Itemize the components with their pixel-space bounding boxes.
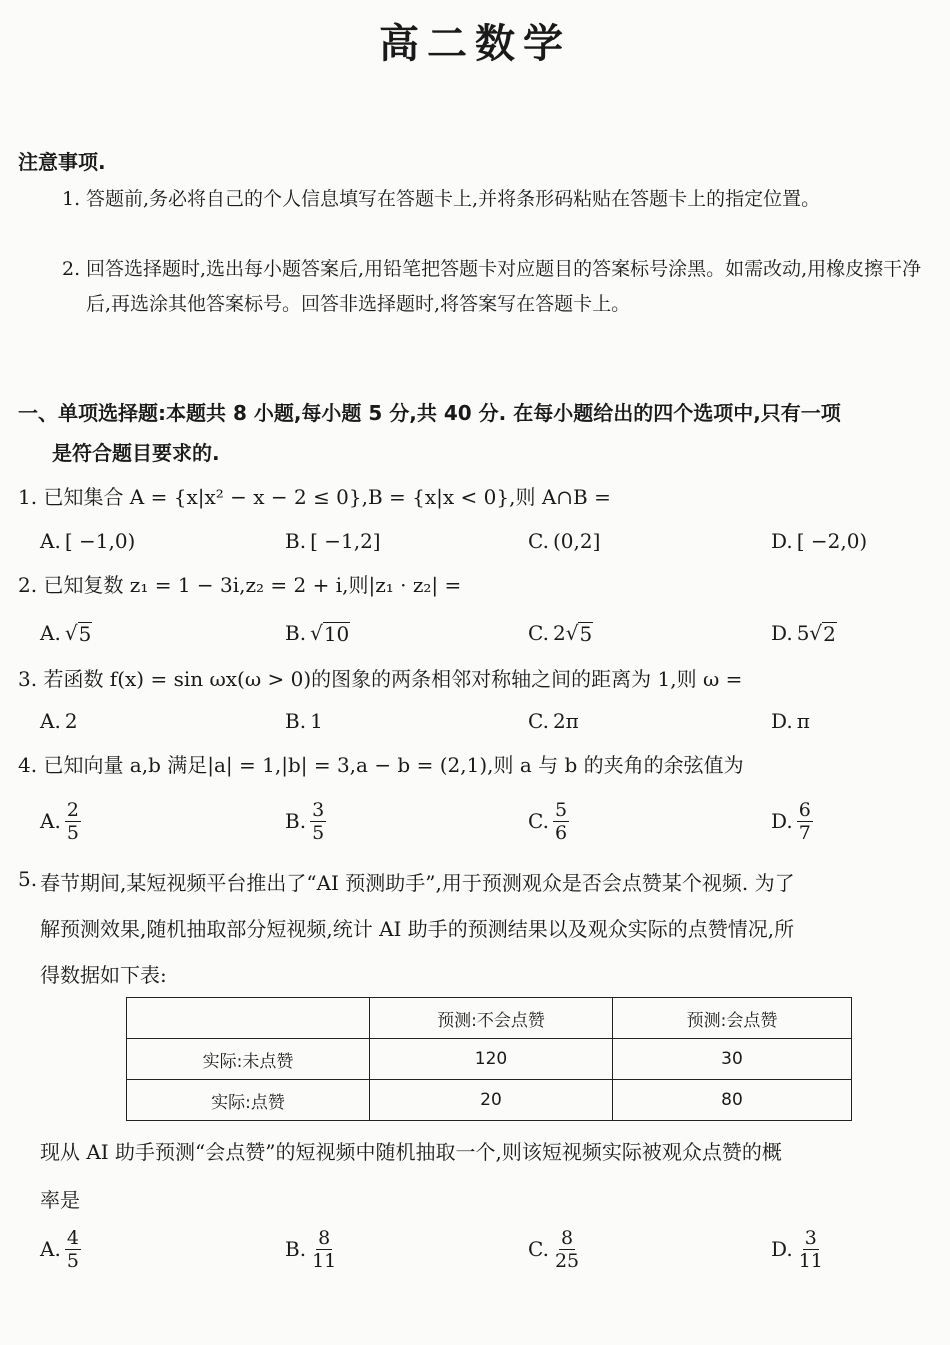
notice-item-2	[62, 252, 940, 322]
fraction	[797, 799, 813, 844]
option-text: [ −1,0)	[64, 529, 136, 553]
option-c[interactable]	[528, 1224, 581, 1274]
sqrt-icon: √	[565, 621, 579, 645]
radicand: 10	[323, 622, 350, 646]
option-c[interactable]	[528, 796, 569, 846]
option-b[interactable]	[285, 1224, 338, 1274]
option-a[interactable]	[40, 516, 135, 566]
option-d[interactable]	[771, 516, 867, 566]
question-text-line-3: 得数据如下表:	[40, 963, 167, 987]
option-label: A.	[40, 709, 61, 733]
question-text-line-5: 率是	[40, 1188, 80, 1212]
option-label: C.	[528, 809, 549, 833]
page-title: 高二数学	[379, 21, 571, 66]
fraction	[65, 799, 81, 844]
option-label: C.	[528, 529, 549, 553]
question-text: 已知向量 a,b 满足|a| = 1,|b| = 3,a − b = (2,1),则 a 与 b 的夹角的余弦值为	[43, 753, 744, 777]
table-cell: 120	[370, 1039, 613, 1080]
table-cell: 80	[613, 1080, 852, 1121]
fraction	[797, 1227, 825, 1272]
denominator: 5	[66, 821, 79, 844]
question-number: 2.	[18, 573, 38, 597]
numerator: 8	[561, 1226, 574, 1249]
numerator: 6	[798, 798, 811, 821]
fraction	[553, 799, 569, 844]
option-coefficient: 5	[796, 621, 810, 645]
option-d[interactable]	[771, 1224, 825, 1274]
option-label: C.	[528, 1237, 549, 1261]
denominator: 11	[312, 1249, 337, 1272]
title-area	[0, 0, 950, 66]
option-label: C.	[528, 621, 549, 645]
option-a[interactable]	[40, 1224, 81, 1274]
question-4-options	[40, 796, 940, 846]
option-label: B.	[285, 529, 307, 553]
radicand: 5	[579, 622, 593, 646]
option-label: D.	[771, 809, 793, 833]
denominator: 5	[66, 1249, 79, 1272]
option-b[interactable]	[285, 696, 323, 746]
option-b[interactable]	[285, 608, 350, 658]
option-text: [ −1,2]	[310, 529, 381, 553]
table-header-cell: 预测:不会点赞	[370, 998, 613, 1039]
radical	[65, 621, 92, 645]
option-label: D.	[771, 1237, 793, 1261]
question-5	[18, 860, 940, 998]
table-header-cell	[127, 998, 370, 1039]
numerator: 5	[554, 798, 568, 821]
notice-item-1	[62, 182, 940, 217]
option-c[interactable]	[528, 516, 600, 566]
sqrt-icon: √	[64, 621, 78, 645]
option-label: C.	[528, 709, 549, 733]
option-label: D.	[771, 709, 793, 733]
notice-item-text: 回答选择题时,选出每小题答案后,用铅笔把答题卡对应题目的答案标号涂黑。如需改动,用橡皮擦干净后,再选涂其他答案标号。回答非选择题时,将答案写在答题卡上。	[86, 258, 922, 315]
numerator: 4	[66, 1226, 79, 1249]
option-text: [ −2,0)	[796, 529, 868, 553]
notice-item-text: 答题前,务必将自己的个人信息填写在答题卡上,并将条形码粘贴在答题卡上的指定位置。	[86, 188, 821, 210]
question-number: 4.	[18, 753, 38, 777]
option-a[interactable]	[40, 696, 78, 746]
option-label: A.	[40, 529, 61, 553]
option-coefficient: 2	[552, 621, 566, 645]
question-text-line-4: 现从 AI 助手预测“会点赞”的短视频中随机抽取一个,则该短视频实际被观众点赞的概	[40, 1140, 782, 1164]
numerator: 8	[318, 1226, 331, 1249]
option-text: 2π	[552, 709, 579, 733]
radical	[310, 621, 350, 645]
numerator: 3	[312, 798, 325, 821]
section-heading-line-2: 是符合题目要求的.	[52, 441, 220, 465]
table-cell: 30	[613, 1039, 852, 1080]
fraction	[65, 1227, 81, 1272]
table-header-row	[127, 998, 852, 1039]
radical	[809, 621, 836, 645]
option-label: A.	[40, 1237, 61, 1261]
question-3	[18, 660, 940, 698]
option-label: D.	[771, 621, 793, 645]
notice-item-number: 1.	[62, 188, 81, 210]
question-text: 若函数 f(x) = sin ωx(ω > 0)的图象的两条相邻对称轴之间的距离为 1,则 ω =	[43, 667, 743, 691]
table-row	[127, 1039, 852, 1080]
sqrt-icon: √	[310, 621, 323, 645]
question-5-continuation	[40, 1128, 940, 1224]
question-2	[18, 566, 940, 604]
section-heading-line-1: 一、单项选择题:本题共 8 小题,每小题 5 分,共 40 分. 在每小题给出的四个选项中,只有一项	[18, 401, 841, 425]
question-text: 已知集合 A = {x|x² − x − 2 ≤ 0},B = {x|x < 0},则 A∩B =	[43, 485, 611, 509]
option-label: B.	[285, 621, 307, 645]
table-header-cell: 预测:会点赞	[613, 998, 852, 1039]
option-text: (0,2]	[552, 529, 601, 553]
question-text: 已知复数 z₁ = 1 − 3i,z₂ = 2 + i,则|z₁ · z₂| =	[43, 573, 462, 597]
table-cell: 实际:点赞	[127, 1080, 370, 1121]
question-1	[18, 478, 940, 516]
section-heading	[18, 393, 938, 473]
table-cell: 20	[370, 1080, 613, 1121]
question-number: 5.	[18, 867, 38, 891]
option-text: 2	[64, 709, 78, 733]
question-1-options	[40, 516, 940, 566]
question-number: 3.	[18, 667, 38, 691]
denominator: 25	[554, 1249, 580, 1272]
numerator: 3	[804, 1226, 817, 1249]
denominator: 6	[554, 821, 568, 844]
table-row	[127, 1080, 852, 1121]
option-a[interactable]	[40, 608, 92, 658]
option-a[interactable]	[40, 796, 81, 846]
question-text-line-1: 春节期间,某短视频平台推出了“AI 预测助手”,用于预测观众是否会点赞某个视频. 为了	[40, 871, 795, 895]
question-number: 1.	[18, 485, 38, 509]
option-label: A.	[40, 809, 61, 833]
option-d[interactable]	[771, 696, 810, 746]
notice-heading: 注意事项.	[18, 150, 106, 174]
denominator: 7	[798, 821, 811, 844]
question-2-options	[40, 608, 940, 658]
fraction	[310, 1227, 338, 1272]
sqrt-icon: √	[809, 621, 823, 645]
fraction	[553, 1227, 581, 1272]
option-c[interactable]	[528, 608, 593, 658]
option-label: B.	[285, 709, 307, 733]
option-text: 1	[310, 709, 323, 733]
data-table	[126, 997, 852, 1121]
option-text: π	[796, 709, 810, 733]
fraction	[310, 799, 326, 844]
table-cell: 实际:未点赞	[127, 1039, 370, 1080]
denominator: 11	[798, 1249, 823, 1272]
option-label: B.	[285, 809, 307, 833]
option-label: A.	[40, 621, 61, 645]
radical	[566, 621, 593, 645]
option-d[interactable]	[771, 608, 837, 658]
question-3-options	[40, 696, 940, 746]
option-b[interactable]	[285, 516, 381, 566]
radicand: 2	[823, 622, 836, 646]
question-5-options	[40, 1224, 940, 1274]
numerator: 2	[66, 798, 79, 821]
option-label: B.	[285, 1237, 307, 1261]
radicand: 5	[78, 622, 92, 646]
option-c[interactable]	[528, 696, 579, 746]
option-label: D.	[771, 529, 793, 553]
question-text-line-2: 解预测效果,随机抽取部分短视频,统计 AI 助手的预测结果以及观众实际的点赞情况,所	[40, 917, 795, 941]
option-d[interactable]	[771, 796, 813, 846]
denominator: 5	[312, 821, 325, 844]
notice-item-number: 2.	[62, 258, 81, 280]
option-b[interactable]	[285, 796, 326, 846]
question-4	[18, 746, 940, 784]
